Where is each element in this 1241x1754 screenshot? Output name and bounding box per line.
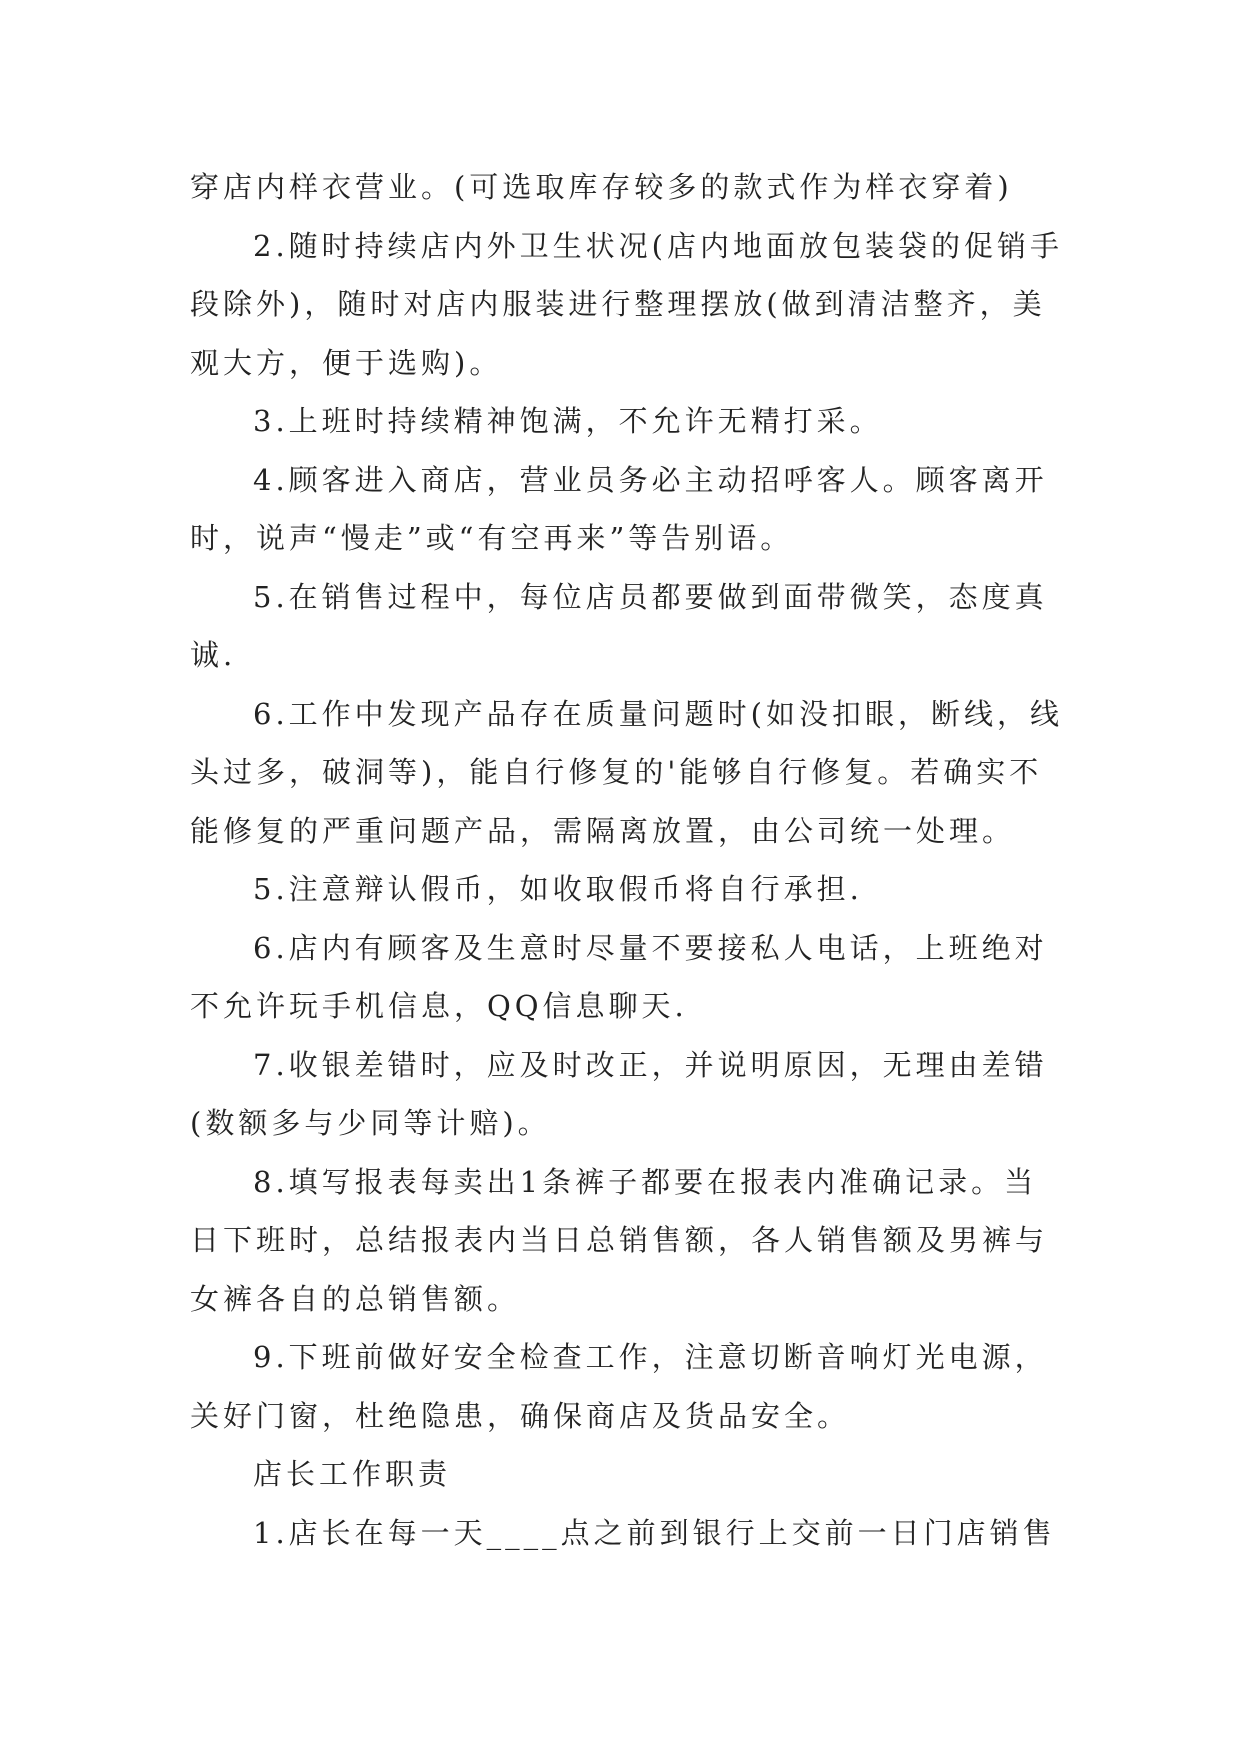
paragraph-item-6: 6.工作中发现产品存在质量问题时(如没扣眼，断线，线头过多，破洞等)，能自行修复的'能够自行修复。若确实不能修复的严重问题产品，需隔离放置，由公司统一处理。 xyxy=(190,696,1063,848)
paragraph-item-7: 7.收银差错时，应及时改正，并说明原因，无理由差错(数额多与少同等计赔)。 xyxy=(190,1047,1048,1140)
section-heading: 店长工作职责 xyxy=(253,1457,452,1491)
paragraph-continuation: 穿店内样衣营业。(可选取库存较多的款式作为样衣穿着) xyxy=(190,170,1013,204)
paragraph-item-8: 8.填写报表每卖出1条裤子都要在报表内准确记录。当日下班时，总结报表内当日总销售额，各人销售额及男裤与女裤各自的总销售额。 xyxy=(190,1164,1049,1316)
paragraph-item-5b: 5.注意辩认假币，如收取假币将自行承担. xyxy=(253,872,863,906)
paragraph-duty-1: 1.店长在每一天____点之前到银行上交前一日门店销售 xyxy=(253,1515,1056,1550)
paragraph-item-3: 3.上班时持续精神饱满，不允许无精打采。 xyxy=(253,404,883,438)
paragraph-item-9: 9.下班前做好安全检查工作，注意切断音响灯光电源，关好门窗，杜绝隐患，确保商店及货品安全。 xyxy=(190,1340,1048,1433)
paragraph-item-4: 4.顾客进入商店，营业员务必主动招呼客人。顾客离开时，说声“慢走”或“有空再来”等告别语。 xyxy=(190,462,1048,555)
paragraph-item-2: 2.随时持续店内外卫生状况(店内地面放包装袋的促销手段除外)，随时对店内服装进行整理摆放(做到清洁整齐，美观大方，便于选购)。 xyxy=(190,228,1063,380)
paragraph-item-5: 5.在销售过程中，每位店员都要做到面带微笑，态度真诚. xyxy=(190,579,1048,672)
document-body xyxy=(190,158,1070,1562)
paragraph-item-6b: 6.店内有顾客及生意时尽量不要接私人电话，上班绝对不允许玩手机信息，QQ信息聊天. xyxy=(190,930,1048,1023)
